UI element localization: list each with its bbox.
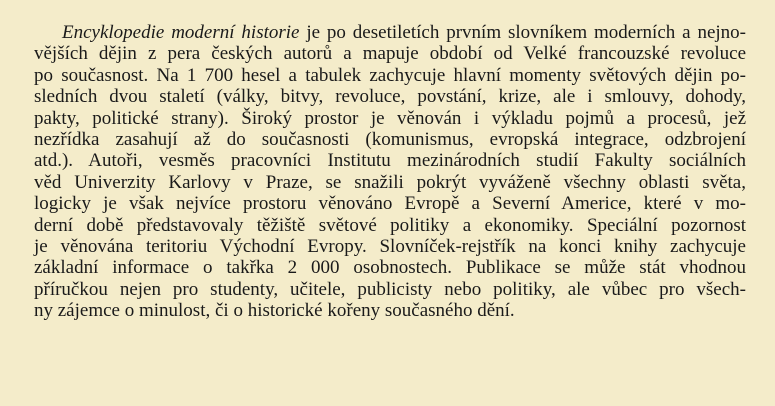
text-line-10: derní době představovaly těžiště světové politiky a ekonomiky. Speciální pozornost bbox=[34, 214, 746, 236]
text-line-9: logicky je však nejvíce prostoru věnováno Evropě a Severní Americe, které v mo- bbox=[34, 193, 746, 215]
text-line-1-rest: je po desetiletích prvním slovníkem moderních a nejno- bbox=[299, 22, 746, 43]
text-line-11: je věnována teritoriu Východní Evropy. Slovníček-rejstřík na konci knihy zachycuje bbox=[34, 236, 746, 258]
book-description-paragraph bbox=[34, 22, 746, 322]
text-line-13: příručkou nejen pro studenty, učitele, publicisty nebo politiky, ale vůbec pro všech- bbox=[34, 278, 746, 300]
text-line-5: pakty, politické strany). Široký prostor je věnován i výkladu pojmů a procesů, jež bbox=[34, 107, 746, 129]
text-line-2: vějších dějin z pera českých autorů a mapuje období od Velké francouzské revoluce bbox=[34, 43, 746, 65]
text-line-14: ny zájemce o minulost, či o historické kořeny současného dění. bbox=[34, 300, 515, 322]
text-line-6: nezřídka zasahují až do současnosti (komunismus, evropská integrace, odzbrojení bbox=[34, 129, 746, 151]
text-line-8: věd Univerzity Karlovy v Praze, se snažili pokrýt vyváženě všechny oblasti světa, bbox=[34, 171, 746, 193]
text-line-7: atd.). Autoři, vesměs pracovníci Institutu mezinárodních studií Fakulty sociálních bbox=[34, 150, 746, 172]
text-line-1 bbox=[34, 22, 746, 43]
text-line-3: po současnost. Na 1 700 hesel a tabulek zachycuje hlavní momenty světových dějin po- bbox=[34, 64, 746, 86]
text-line-12: základní informace o takřka 2 000 osobnostech. Publikace se může stát vhodnou bbox=[34, 257, 746, 279]
text-line-4: sledních dvou staletí (války, bitvy, revoluce, povstání, krize, ale i smlouvy, dohody, bbox=[34, 86, 746, 108]
book-title: Encyklopedie moderní historie bbox=[62, 22, 300, 43]
